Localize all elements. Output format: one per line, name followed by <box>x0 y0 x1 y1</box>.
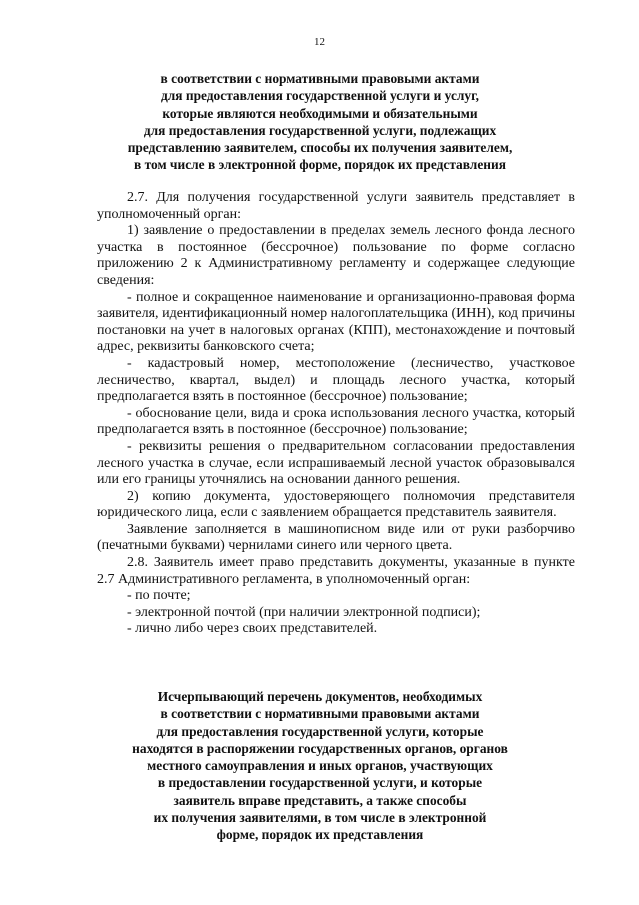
paragraph-copy-document: 2) копию документа, удостоверяющего полномочия представителя юридического лица, если с заявлением обращается представитель заявителя. <box>97 488 575 521</box>
paragraph-2-7: 2.7. Для получения государственной услуги заявитель представляет в уполномоченный орган: <box>97 190 575 222</box>
heading-line: для предоставления государственной услуги и услуг, <box>160 88 480 104</box>
list-item: - лично либо через своих представителей. <box>127 621 378 637</box>
heading-line: местного самоуправления и иных органов, участвующих <box>147 758 493 774</box>
heading-line: форме, порядок их представления <box>216 827 424 843</box>
body-text <box>97 190 575 638</box>
paragraph-2-8: 2.8. Заявитель имеет право представить документы, указанные в пункте 2.7 Административного регламента, в уполномоченный орган: <box>97 555 575 587</box>
heading-line: в том числе в электронной форме, порядок их представления <box>134 157 506 173</box>
list-item: - обоснование цели, вида и срока использования лесного участка, который предполагается взять в постоянное (бессрочное) пользование; <box>97 405 575 438</box>
heading-line: в соответствии с нормативными правовыми актами <box>160 706 480 722</box>
paragraph-fill-instructions: Заявление заполняется в машинописном виде или от руки разборчиво (печатными буквами) чернилами синего или черного цвета. <box>97 521 575 554</box>
heading-line: находятся в распоряжении государственных органов, органов <box>132 740 508 756</box>
list-item: - по почте; <box>127 588 191 604</box>
list-item: - электронной почтой (при наличии электронной подписи); <box>127 604 481 620</box>
page-number: 12 <box>314 36 325 48</box>
heading-line: для предоставления государственной услуги, подлежащих <box>143 122 497 138</box>
section-heading-top <box>100 70 540 174</box>
heading-line: для предоставления государственной услуги, которые <box>156 723 484 739</box>
heading-line: которые являются необходимыми и обязательными <box>162 105 478 121</box>
heading-line: их получения заявителями, в том числе в электронной <box>153 810 487 826</box>
heading-line: в предоставлении государственной услуги, и которые <box>157 775 483 791</box>
paragraph-application: 1) заявление о предоставлении в пределах земель лесного фонда лесного участка в постоянное (бессрочное) пользование по форме согласно приложению 2 к Административному регламенту и содержащее следующие сведения: <box>97 223 575 288</box>
list-item: - реквизиты решения о предварительном согласовании предоставления лесного участка в случае, если испрашиваемый лесной участок образовывался или его границы уточнялись на основании данного решения. <box>97 438 575 488</box>
heading-line: в соответствии с нормативными правовыми актами <box>160 71 480 86</box>
section-heading-bottom <box>100 688 540 844</box>
heading-line: представлению заявителем, способы их получения заявителем, <box>127 140 513 156</box>
list-item: - полное и сокращенное наименование и организационно-правовая форма заявителя, идентификационный номер налогоплательщика (ИНН), код причины постановки на учет в налоговых органах (КПП), местонахождение и почтовый адрес, реквизиты банковского счета; <box>97 289 575 355</box>
list-item: - кадастровый номер, местоположение (лесничество, участковое лесничество, квартал, выдел) и площадь лесного участка, который предполагается взять в постоянное (бессрочное) пользование; <box>97 355 575 405</box>
heading-line: заявитель вправе представить, а также способы <box>173 792 467 808</box>
heading-line: Исчерпывающий перечень документов, необходимых <box>157 689 483 704</box>
